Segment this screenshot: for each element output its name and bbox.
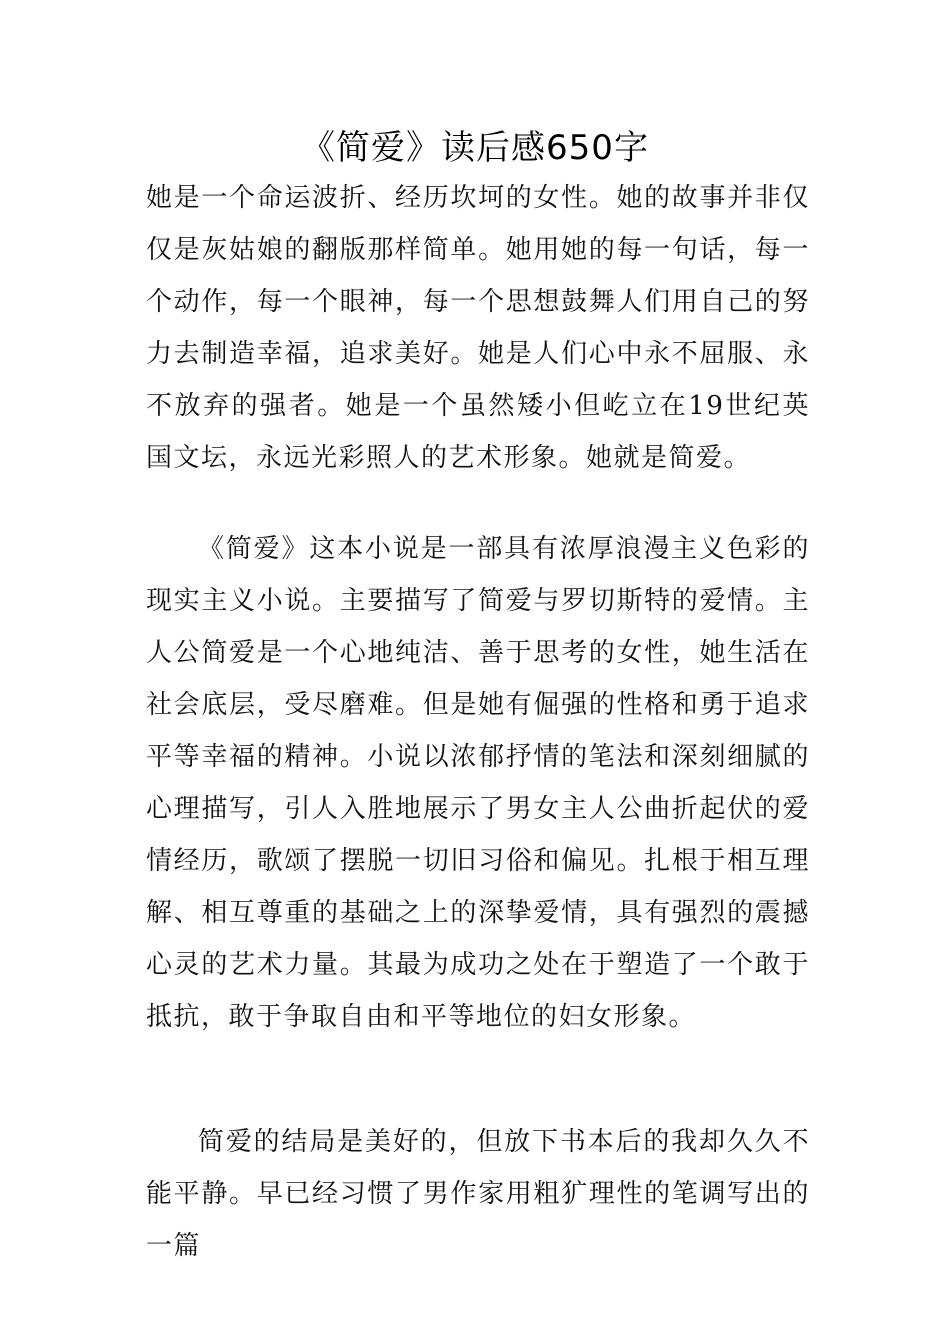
paragraph-1: 她是一个命运波折、经历坎坷的女性。她的故事并非仅仅是灰姑娘的翻版那样简单。她用她的每一句话，每一个动作，每一个眼神，每一个思想鼓舞人们用自己的努力去制造幸福，追求美好。她是人们心中永不屈服、永不放弃的强者。她是一个虽然矮小但屹立在19世纪英国文坛，永远光彩照人的艺术形象。她就是简爱。 (146, 183, 810, 473)
paragraph-3: 简爱的结局是美好的，但放下书本后的我却久久不能平静。早已经习惯了男作家用粗犷理性的笔调写出的一篇 (146, 1127, 810, 1261)
paragraph-2: 《简爱》这本小说是一部具有浓厚浪漫主义色彩的现实主义小说。主要描写了简爱与罗切斯特的爱情。主人公简爱是一个心地纯洁、善于思考的女性，她生活在社会底层，受尽磨难。但是她有倔强的性格和勇于追求平等幸福的精神。小说以浓郁抒情的笔法和深刻细腻的心理描写，引人入胜地展示了男女主人公曲折起伏的爱情经历，歌颂了摆脱一切旧习俗和偏见。扎根于相互理解、相互尊重的基础之上的深挚爱情，具有强烈的震撼心灵的艺术力量。其最为成功之处在于塑造了一个敢于抵抗，敢于争取自由和平等地位的妇女形象。 (146, 534, 810, 1032)
document-title: 《简爱》读后感650字 (301, 128, 649, 168)
